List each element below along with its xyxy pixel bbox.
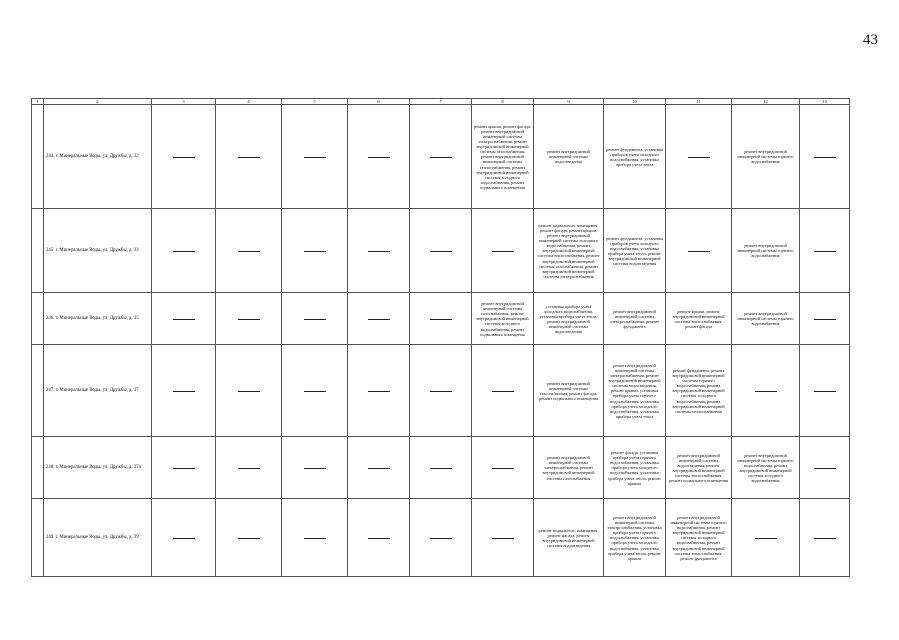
table-row [32, 209, 850, 293]
work-cell: ремонт внутридомовой инженерной системы горячего водоснабжения [732, 209, 800, 293]
empty-cell [216, 293, 282, 345]
index-cell [32, 105, 44, 209]
dash-mark [430, 391, 452, 392]
capital-repair-table [31, 98, 850, 577]
table-row [32, 499, 850, 577]
header-cell: 3 [152, 99, 216, 105]
empty-cell [800, 293, 850, 345]
index-cell [32, 499, 44, 577]
header-cell: 12 [732, 99, 800, 105]
dash-mark [304, 157, 326, 158]
empty-cell [800, 345, 850, 437]
dash-mark [492, 538, 514, 539]
empty-cell [410, 437, 472, 499]
dash-mark [430, 468, 452, 469]
empty-cell [152, 209, 216, 293]
empty-cell [666, 105, 732, 209]
dash-mark [368, 538, 390, 539]
empty-cell [348, 345, 410, 437]
empty-cell [732, 345, 800, 437]
dash-mark [304, 319, 326, 320]
dash-mark [173, 468, 195, 469]
dash-mark [304, 468, 326, 469]
work-cell: ремонт внутридомовой инженерной системы горячего водоснабжения, ремонт внутридомовой инженерной системы холодного водоснабжения, ремонт внутридомовой инженерной системы теплоснабжения, ремонт фундамента [666, 499, 732, 577]
header-cell: 8 [472, 99, 534, 105]
dash-mark [173, 538, 195, 539]
work-cell: ремонт внутридомовой инженерной системы водоотведения, ремонт внутридомовой инженерной системы теплоснабжения, ремонт подвального помещения [666, 437, 732, 499]
empty-cell [348, 293, 410, 345]
work-cell: ремонт внутридомовой инженерной системы горячего водоснабжения [732, 105, 800, 209]
work-cell: ремонт внутридомовой инженерной системы горячего водоснабжения, ремонт внутридомовой инженерной системы холодного водоснабжения [732, 437, 800, 499]
dash-mark [814, 538, 836, 539]
work-cell: ремонт крыши, ремонт фасада, ремонт внутридомовой инженерной системы электроснабжения, ремонт внутридомовой инженерной системы газоснабжения, ремонт внутридомовой инженерной системы теплоснабжения, ремонт внутридомовой инженерной системы холодного водоснабжения, ремонт подвального помещения [472, 105, 534, 209]
empty-cell [216, 345, 282, 437]
address-cell: 245. г. Минеральные Воды, ул. Дружбы, д. 33 [44, 209, 152, 293]
table-row [32, 105, 850, 209]
work-cell: ремонт внутридомовой инженерной системы газоснабжения, ремонт фасада, ремонт подвального помещения [534, 345, 604, 437]
work-cell: ремонт крыши, ремонт внутридомовой инженерной системы теплоснабжения, ремонт фасада [666, 293, 732, 345]
address-cell: 246. г. Минеральные Воды, ул. Дружбы, д. 35 [44, 293, 152, 345]
header-cell: 9 [534, 99, 604, 105]
empty-cell [800, 499, 850, 577]
header-cell: 7 [410, 99, 472, 105]
dash-mark [688, 251, 710, 252]
dash-mark [492, 251, 514, 252]
empty-cell [410, 293, 472, 345]
work-cell: ремонт внутридомовой инженерной системы электроснабжения, ремонт фундамента [604, 293, 666, 345]
empty-cell [216, 105, 282, 209]
dash-mark [688, 157, 710, 158]
work-cell: ремонт внутридомовой инженерной системы газоснабжения, ремонт внутридомовой инженерной системы холодного водоснабжения, ремонт подвального помещения [472, 293, 534, 345]
header-cell: 11 [666, 99, 732, 105]
header-cell: 2 [44, 99, 152, 105]
dash-mark [238, 251, 260, 252]
table-row [32, 437, 850, 499]
work-cell: ремонт внутридомовой инженерной системы горячего водоснабжения [732, 293, 800, 345]
empty-cell [472, 209, 534, 293]
header-cell: 1 [32, 99, 44, 105]
header-cell: 10 [604, 99, 666, 105]
dash-mark [368, 157, 390, 158]
empty-cell [152, 105, 216, 209]
address-cell: 248. г. Минеральные Воды, ул. Дружбы, д. 37а [44, 437, 152, 499]
dash-mark [238, 319, 260, 320]
empty-cell [348, 105, 410, 209]
empty-cell [472, 345, 534, 437]
empty-cell [472, 437, 534, 499]
page-number: 43 [863, 32, 878, 48]
header-cell: 6 [348, 99, 410, 105]
work-cell: ремонт фасада, установка прибора учета горячего водоснабжения, установка прибора учета холодного водоснабжения, установка прибора учета тепла, ремонт крыши [604, 437, 666, 499]
empty-cell [282, 437, 348, 499]
empty-cell [152, 437, 216, 499]
dash-mark [814, 319, 836, 320]
dash-mark [238, 157, 260, 158]
work-cell: ремонт внутридомовой инженерной системы водоотведения [534, 105, 604, 209]
empty-cell [216, 437, 282, 499]
empty-cell [282, 499, 348, 577]
dash-mark [755, 538, 777, 539]
dash-mark [814, 391, 836, 392]
dash-mark [173, 251, 195, 252]
dash-mark [430, 319, 452, 320]
header-cell: 13 [800, 99, 850, 105]
empty-cell [666, 209, 732, 293]
dash-mark [755, 391, 777, 392]
dash-mark [304, 251, 326, 252]
dash-mark [430, 251, 452, 252]
work-cell: ремонт фундамента, установка приборов учета холодного водоснабжения, установка прибора учета тепла [604, 105, 666, 209]
dash-mark [173, 319, 195, 320]
dash-mark [430, 538, 452, 539]
empty-cell [152, 345, 216, 437]
empty-cell [282, 293, 348, 345]
table-row [32, 293, 850, 345]
empty-cell [282, 345, 348, 437]
dash-mark [492, 391, 514, 392]
empty-cell [348, 209, 410, 293]
work-cell: ремонт внутридомовой инженерной системы электроснабжения, установка прибора учета горячего водоснабжения, установка прибора учета холодного водоснабжения, установка прибора учета тепла, ремонт крыши [604, 499, 666, 577]
empty-cell [152, 499, 216, 577]
empty-cell [472, 499, 534, 577]
table-row [32, 345, 850, 437]
index-cell [32, 293, 44, 345]
empty-cell [410, 105, 472, 209]
empty-cell [152, 293, 216, 345]
empty-cell [216, 499, 282, 577]
dash-mark [304, 538, 326, 539]
dash-mark [430, 157, 452, 158]
empty-cell [216, 209, 282, 293]
work-cell: ремонт внутридомовой инженерной системы электроснабжения, ремонт внутридомовой инженерной системы водоотведения, ремонт крыши, установка прибора учета горячего водоснабжения, установка прибора учета холодного водоснабжения, установка прибора учета тепла [604, 345, 666, 437]
dash-mark [814, 468, 836, 469]
empty-cell [348, 437, 410, 499]
work-cell: ремонт внутридомовой инженерной системы электроснабжения, ремонт внутридомовой инженерной системы газоснабжения [534, 437, 604, 499]
index-cell [32, 209, 44, 293]
empty-cell [800, 209, 850, 293]
dash-mark [173, 157, 195, 158]
work-cell: ремонт фундамента, установка приборов учета холодного водоснабжения, установка прибора учета тепла, ремонт внутридомовой инженерной системы водоотведения [604, 209, 666, 293]
address-cell: 247. г. Минеральные Воды, ул. Дружбы, д. 37 [44, 345, 152, 437]
dash-mark [173, 391, 195, 392]
work-cell: установка прибора учета холодного водоснабжения, установка прибора учета тепла, ремонт внутридомовой инженерной системы водоотведения [534, 293, 604, 345]
empty-cell [282, 209, 348, 293]
address-cell: 249. г. Минеральные Воды, ул. Дружбы, д. 39 [44, 499, 152, 577]
dash-mark [238, 391, 260, 392]
empty-cell [410, 209, 472, 293]
dash-mark [368, 251, 390, 252]
dash-mark [368, 391, 390, 392]
empty-cell [410, 499, 472, 577]
index-cell [32, 345, 44, 437]
dash-mark [814, 157, 836, 158]
work-cell: ремонт подвального помещения, ремонт фасада, ремонт внутридомовой инженерной системы водоотведения [534, 499, 604, 577]
empty-cell [800, 437, 850, 499]
dash-mark [368, 468, 390, 469]
empty-cell [410, 345, 472, 437]
work-cell: ремонт фундамента, ремонт внутридомовой инженерной системы горячего водоснабжения, ремонт внутридомовой инженерной системы холодного водоснабжения, ремонт внутридомовой инженерной системы теплоснабжения [666, 345, 732, 437]
header-cell: 5 [282, 99, 348, 105]
dash-mark [492, 468, 514, 469]
dash-mark [238, 468, 260, 469]
dash-mark [368, 319, 390, 320]
header-cell: 4 [216, 99, 282, 105]
empty-cell [282, 105, 348, 209]
empty-cell [732, 499, 800, 577]
index-cell [32, 437, 44, 499]
empty-cell [348, 499, 410, 577]
dash-mark [304, 391, 326, 392]
address-cell: 244. г. Минеральные Воды, ул. Дружбы, д. 32 [44, 105, 152, 209]
empty-cell [800, 105, 850, 209]
dash-mark [814, 251, 836, 252]
dash-mark [238, 538, 260, 539]
work-cell: ремонт подвального помещения, ремонт фасада, ремонт крыши, ремонт внутридомовой инженерной системы холодного водоснабжения, ремонт внутридомовой инженерной системы теплоснабжения, ремонт внутридомовой инженерной системы газоснабжения, ремонт внутридомовой инженерной системы электроснабжения [534, 209, 604, 293]
